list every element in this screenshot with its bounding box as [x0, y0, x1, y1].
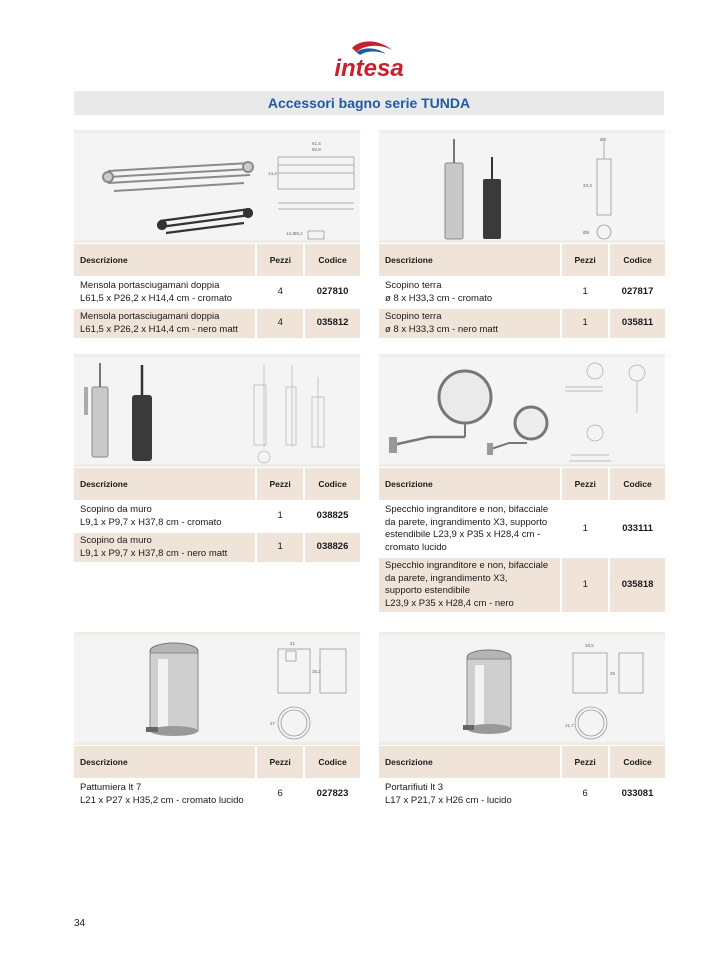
row-pieces: 4 [256, 277, 304, 308]
row-description: Scopino terra ø 8 x H33,3 cm - nero matt [379, 308, 561, 338]
table-row [74, 308, 360, 338]
col-pieces: Pezzi [256, 244, 304, 277]
row-code: 035812 [304, 308, 360, 338]
row-pieces: 1 [256, 501, 304, 532]
col-code: Codice [304, 468, 360, 501]
svg-text:33,3: 33,3 [583, 183, 592, 188]
row-code: 035818 [609, 557, 665, 612]
row-code: 038825 [304, 501, 360, 532]
pedal-bin-3l-product-image [379, 632, 665, 745]
row-description: Scopino da muro L9,1 x P9,7 x H37,8 cm - cromato [74, 501, 256, 532]
row-pieces: 6 [256, 779, 304, 809]
col-pieces: Pezzi [561, 244, 609, 277]
row-description: Specchio ingranditore e non, bifacciale da parete, ingrandimento X3, supporto estendibile L23,9 x P35 x H28,4 cm - nero [379, 557, 561, 612]
table-row [379, 557, 665, 612]
svg-text:16,5: 16,5 [585, 643, 594, 648]
col-description: Descrizione [379, 746, 561, 779]
pedal-bin-7l-product-image [74, 632, 360, 745]
intesa-logo-icon [0, 34, 710, 84]
table-row [74, 501, 360, 532]
wall-toilet-brush-product-image [74, 354, 360, 467]
col-code: Codice [609, 468, 665, 501]
col-description: Descrizione [74, 746, 256, 779]
svg-text:Ø8: Ø8 [583, 230, 590, 235]
svg-text:14,4: 14,4 [286, 231, 295, 236]
page-number: 34 [74, 918, 86, 929]
row-description: Mensola portasciugamani doppia L61,5 x P26,2 x H14,4 cm - nero matt [74, 308, 256, 338]
svg-text:50,8: 50,8 [312, 147, 321, 152]
svg-text:26: 26 [610, 671, 616, 676]
table-row [379, 779, 665, 809]
row-description: Scopino da muro L9,1 x P9,7 x H37,8 cm - nero matt [74, 532, 256, 562]
row-description: Pattumiera lt 7 L21 x P27 x H35,2 cm - cromato lucido [74, 779, 256, 809]
row-code: 027817 [609, 277, 665, 308]
brand-name: intesa [334, 55, 404, 82]
row-code: 035811 [609, 308, 665, 338]
col-code: Codice [609, 746, 665, 779]
row-code: 033081 [609, 779, 665, 809]
col-code: Codice [304, 746, 360, 779]
table-row [74, 277, 360, 308]
row-code: 027810 [304, 277, 360, 308]
table-row [379, 308, 665, 338]
towel-shelf-product-image [74, 130, 360, 243]
col-pieces: Pezzi [561, 468, 609, 501]
svg-text:61,5: 61,5 [312, 141, 321, 146]
svg-text:21: 21 [290, 641, 296, 646]
svg-text:14,4: 14,4 [268, 171, 277, 176]
col-code: Codice [609, 244, 665, 277]
product-table [379, 244, 665, 338]
product-table [74, 746, 360, 809]
svg-text:Ø8: Ø8 [600, 137, 607, 142]
row-pieces: 6 [561, 779, 609, 809]
table-row [74, 779, 360, 809]
row-code: 038826 [304, 532, 360, 562]
table-row [74, 532, 360, 562]
row-code: 033111 [609, 501, 665, 557]
svg-text:35,2: 35,2 [312, 669, 321, 674]
row-code: 027823 [304, 779, 360, 809]
row-pieces: 1 [561, 308, 609, 338]
row-pieces: 1 [256, 532, 304, 562]
row-pieces: 1 [561, 557, 609, 612]
row-description: Portarifiuti lt 3 L17 x P21,7 x H26 cm - lucido [379, 779, 561, 809]
row-description: Specchio ingranditore e non, bifacciale da parete, ingrandimento X3, supporto estendibile L23,9 x P35 x H28,4 cm - cromato lucido [379, 501, 561, 557]
row-pieces: 4 [256, 308, 304, 338]
product-table [74, 468, 360, 562]
col-pieces: Pezzi [256, 468, 304, 501]
row-pieces: 1 [561, 277, 609, 308]
col-description: Descrizione [74, 244, 256, 277]
table-row [379, 501, 665, 557]
row-description: Scopino terra ø 8 x H33,3 cm - cromato [379, 277, 561, 308]
product-table [379, 746, 665, 809]
svg-text:21,7: 21,7 [565, 723, 574, 728]
col-code: Codice [304, 244, 360, 277]
table-row [379, 277, 665, 308]
col-pieces: Pezzi [561, 746, 609, 779]
row-pieces: 1 [561, 501, 609, 557]
floor-toilet-brush-product-image [379, 130, 665, 243]
svg-text:26,2: 26,2 [294, 231, 303, 236]
col-description: Descrizione [379, 244, 561, 277]
svg-text:27: 27 [270, 721, 276, 726]
col-description: Descrizione [74, 468, 256, 501]
brand-logo [0, 34, 710, 84]
col-pieces: Pezzi [256, 746, 304, 779]
page-title: Accessori bagno serie TUNDA [74, 91, 664, 115]
product-table [379, 468, 665, 612]
row-description: Mensola portasciugamani doppia L61,5 x P26,2 x H14,4 cm - cromato [74, 277, 256, 308]
product-table [74, 244, 360, 338]
col-description: Descrizione [379, 468, 561, 501]
magnifying-mirror-product-image [379, 354, 665, 467]
